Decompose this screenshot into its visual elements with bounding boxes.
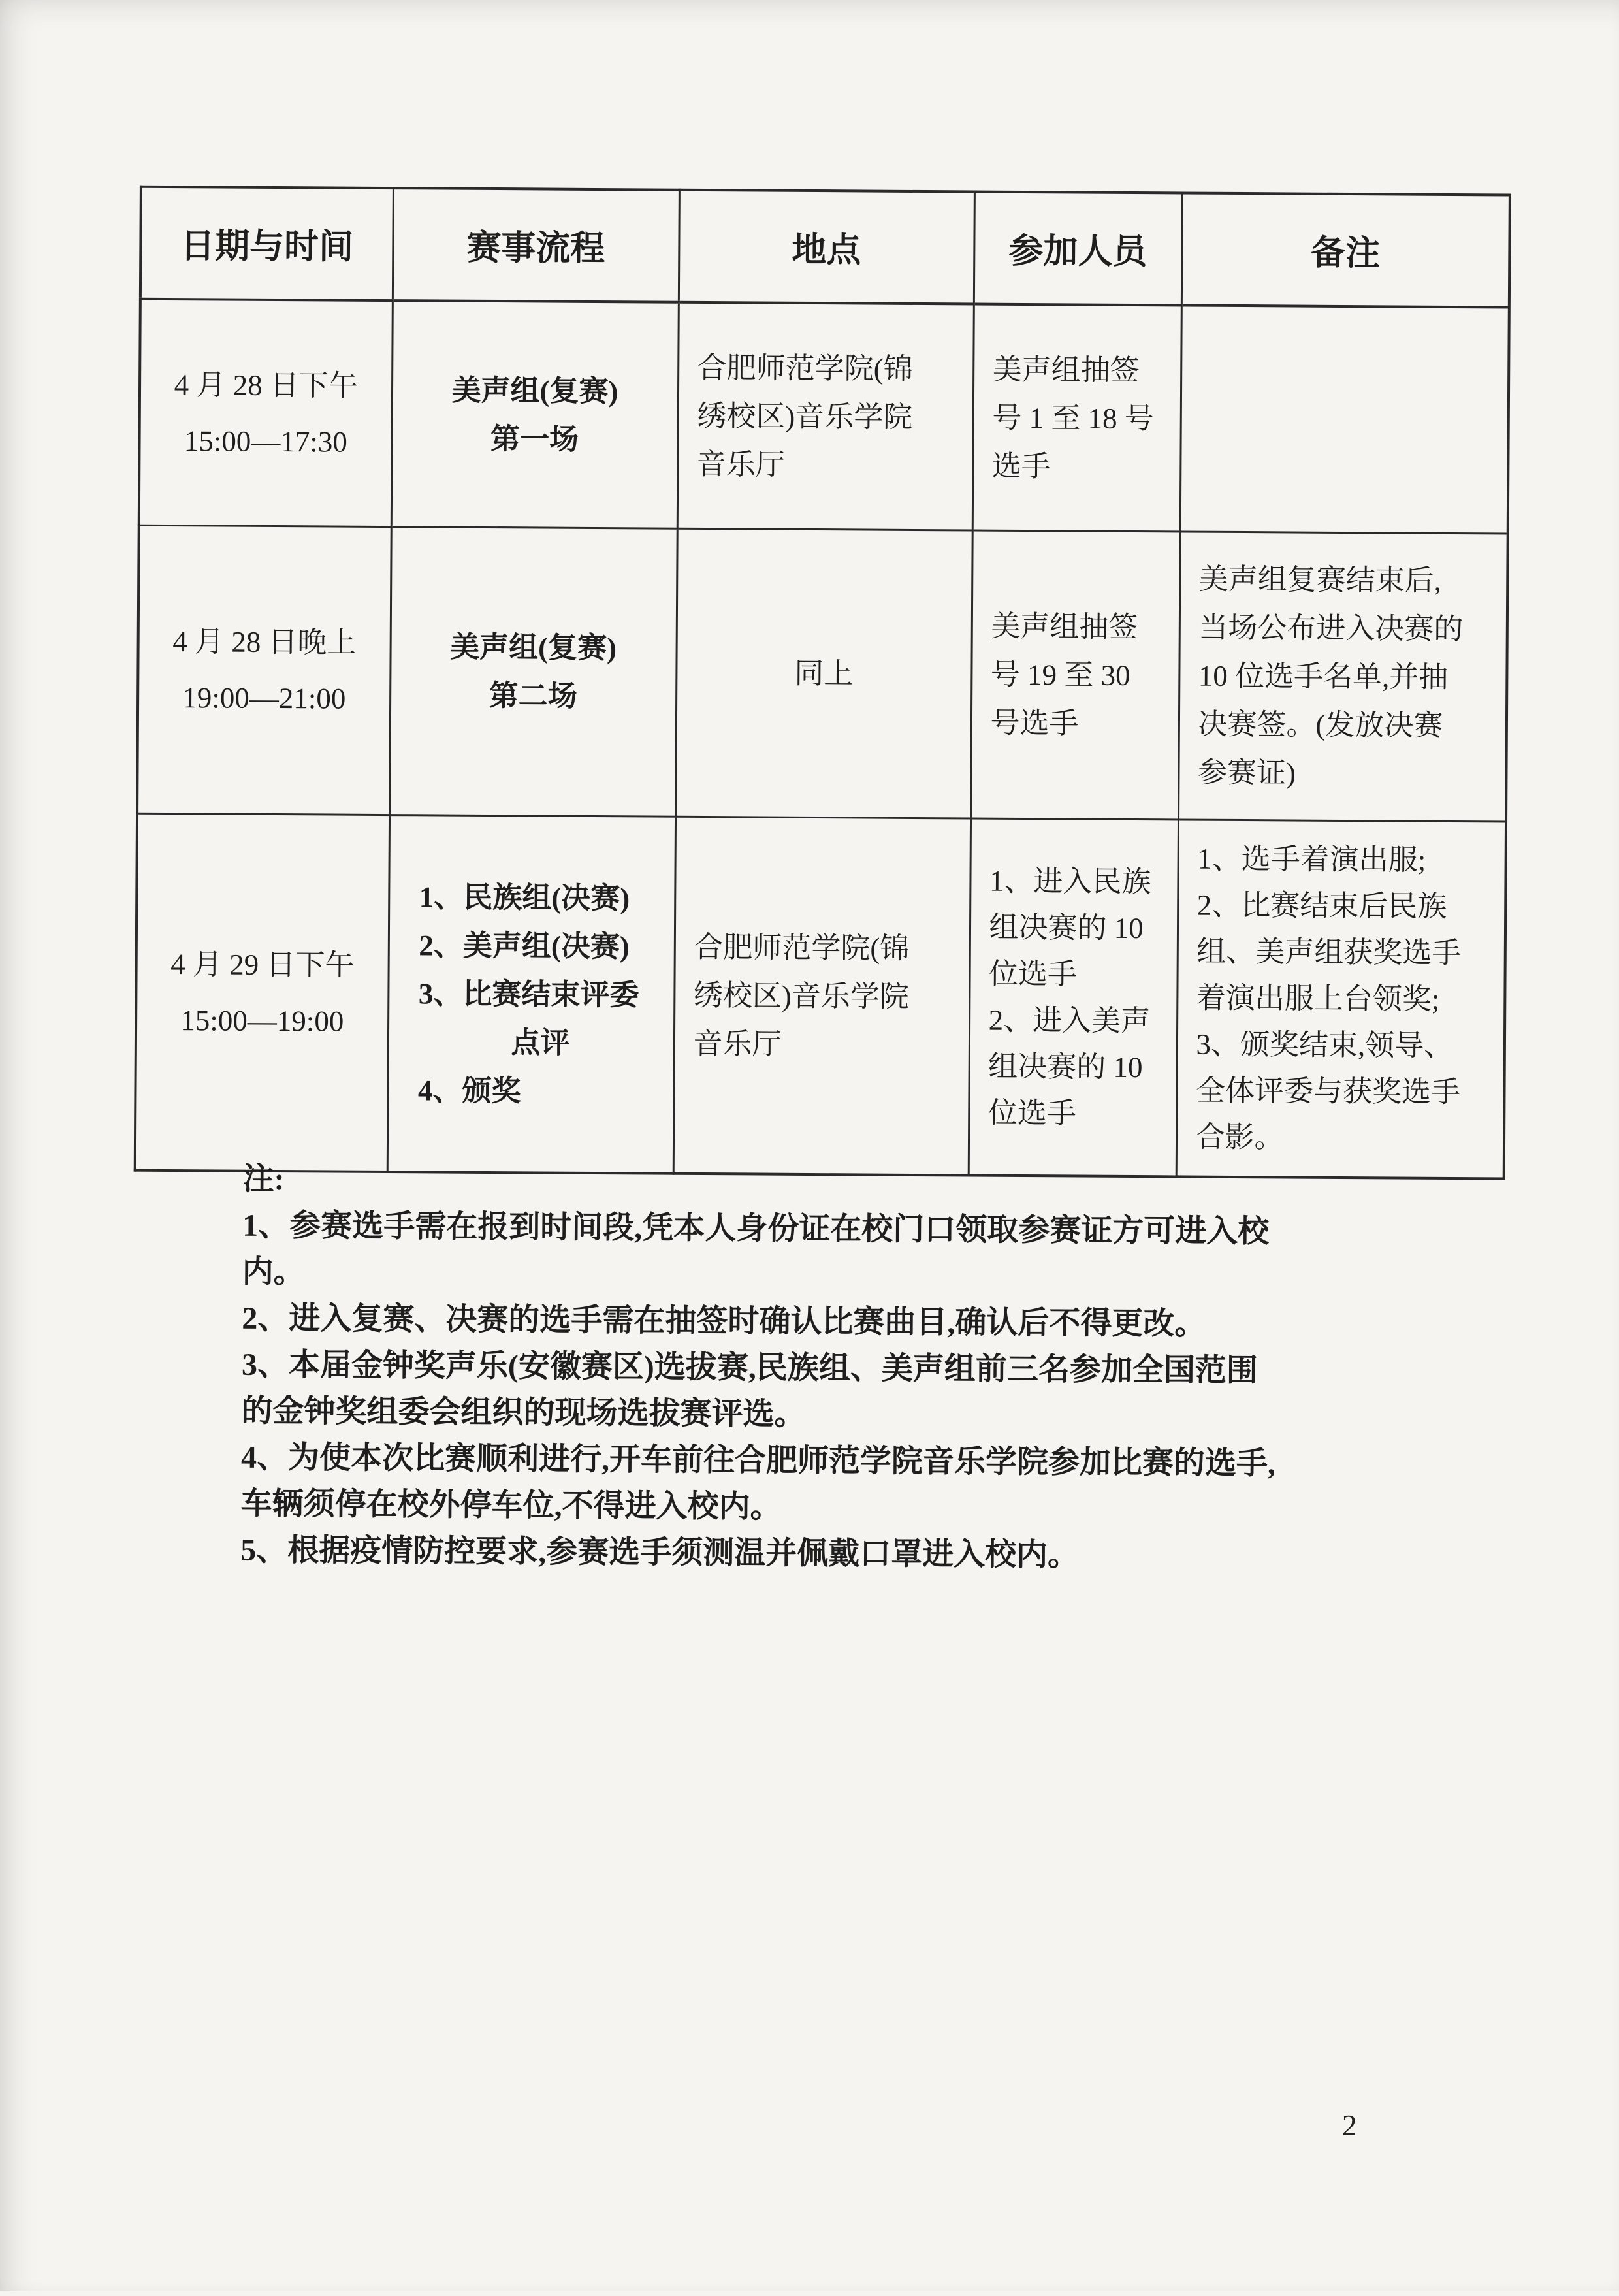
table-header-row [140, 187, 1510, 308]
participants-text: 美声组抽签 [992, 353, 1140, 387]
process-text: 2、美声组(决赛) [419, 928, 630, 963]
location-text: 绣校区)音乐学院 [697, 399, 913, 434]
page-number: 2 [1342, 2109, 1357, 2142]
cell-date-row2 [137, 525, 391, 815]
cell-process-row3 [387, 815, 675, 1174]
time-text: 15:00—17:30 [184, 424, 347, 459]
note-item-1-line: 内。 [242, 1254, 305, 1290]
note-item-4-line: 车辆须停在校外停车位,不得进入校内。 [240, 1486, 782, 1525]
date-text: 4 月 28 日下午 [174, 368, 359, 402]
cell-process-row1 [391, 300, 679, 528]
remarks-text: 参赛证) [1197, 756, 1296, 790]
header-date-time: 日期与时间 [140, 187, 393, 300]
note-item-2-line: 2、进入复赛、决赛的选手需在抽签时确认比赛曲目,确认后不得更改。 [242, 1301, 1206, 1342]
location-text: 合肥师范学院(锦 [697, 351, 913, 385]
remarks-text: 2、比赛结束后民族 [1196, 888, 1447, 923]
cell-location-row1 [677, 302, 974, 530]
location-text: 音乐厅 [693, 1027, 782, 1061]
participants-text: 组决赛的 10 [989, 911, 1144, 945]
header-event-process: 赛事流程 [393, 188, 679, 302]
process-text: 1、民族组(决赛) [419, 880, 630, 914]
process-text: 美声组(复赛) [449, 630, 617, 665]
notes-section [240, 1156, 1419, 1581]
cell-date-row1 [139, 299, 393, 527]
competition-schedule-table [134, 186, 1511, 1180]
cell-process-row2 [389, 527, 677, 817]
remarks-text: 1、选手着演出服; [1197, 842, 1426, 877]
process-text: 点评 [511, 1026, 570, 1059]
cell-remarks-row2 [1178, 532, 1508, 822]
cell-participants-row1 [972, 304, 1181, 532]
remarks-text: 组、美声组获奖选手 [1196, 935, 1462, 970]
cell-location-row3 [673, 817, 970, 1175]
location-text: 合肥师范学院(锦 [694, 930, 910, 965]
cell-participants-row3 [969, 818, 1178, 1176]
cell-participants-row2 [970, 530, 1180, 820]
note-item-3-line: 的金钟奖组委会组织的现场选拔赛评选。 [241, 1393, 806, 1432]
participants-text: 位选手 [988, 957, 1078, 990]
process-text: 美声组(复赛) [451, 374, 618, 408]
header-participants: 参加人员 [974, 192, 1182, 306]
participants-text: 位选手 [987, 1096, 1076, 1129]
participants-text: 号 19 至 30 [990, 658, 1130, 692]
participants-text: 号 1 至 18 号 [992, 401, 1154, 435]
remarks-text: 全体评委与获奖选手 [1195, 1074, 1461, 1109]
process-text: 第二场 [489, 679, 577, 713]
process-text: 第一场 [490, 422, 579, 456]
remarks-text: 决赛签。(发放决赛 [1198, 707, 1443, 742]
participants-text: 2、进入美声 [988, 1003, 1151, 1037]
table-row [135, 813, 1506, 1178]
participants-text: 选手 [991, 449, 1051, 483]
date-text: 4 月 28 日晚上 [172, 625, 357, 659]
remarks-text: 着演出服上台领奖; [1196, 981, 1440, 1016]
notes-title: 注: [242, 1161, 285, 1197]
participants-text: 1、进入民族 [989, 864, 1151, 898]
date-text: 4 月 29 日下午 [170, 947, 355, 982]
table-row [139, 299, 1509, 534]
process-text: 3、比赛结束评委 [418, 977, 639, 1011]
remarks-text: 3、颁奖结束,领导、 [1196, 1027, 1454, 1063]
participants-text: 号选手 [990, 706, 1079, 740]
location-text: 音乐厅 [696, 447, 786, 481]
remarks-text: 合影。 [1195, 1120, 1284, 1154]
note-item-1-line: 1、参赛选手需在报到时间段,凭本人身份证在校门口领取参赛证方可进入校 [242, 1208, 1270, 1250]
cell-remarks-row1 [1180, 305, 1509, 534]
location-text: 同上 [794, 656, 854, 690]
participants-text: 组决赛的 10 [988, 1050, 1143, 1084]
cell-location-row2 [675, 528, 972, 818]
note-item-3-line: 3、本届金钟奖声乐(安徽赛区)选拔赛,民族组、美声组前三名参加全国范围 [241, 1347, 1258, 1389]
remarks-text: 美声组复赛结束后, [1198, 562, 1442, 597]
note-item-4-line: 4、为使本次比赛顺利进行,开车前往合肥师范学院音乐学院参加比赛的选手, [240, 1440, 1276, 1481]
cell-remarks-row3 [1176, 820, 1506, 1179]
time-text: 19:00—21:00 [182, 681, 346, 715]
table-row [137, 525, 1508, 822]
location-text: 绣校区)音乐学院 [693, 978, 910, 1013]
remarks-text: 当场公布进入决赛的 [1198, 611, 1464, 646]
process-text: 4、颁奖 [417, 1073, 521, 1107]
remarks-text: 10 位选手名单,并抽 [1198, 659, 1449, 694]
note-item-5-line: 5、根据疫情防控要求,参赛选手须测温并佩戴口罩进入校内。 [240, 1532, 1080, 1573]
cell-date-row3 [135, 813, 389, 1172]
header-location: 地点 [679, 190, 974, 304]
header-remarks: 备注 [1181, 193, 1510, 307]
participants-text: 美声组抽签 [991, 609, 1138, 644]
time-text: 15:00—19:00 [180, 1003, 344, 1038]
